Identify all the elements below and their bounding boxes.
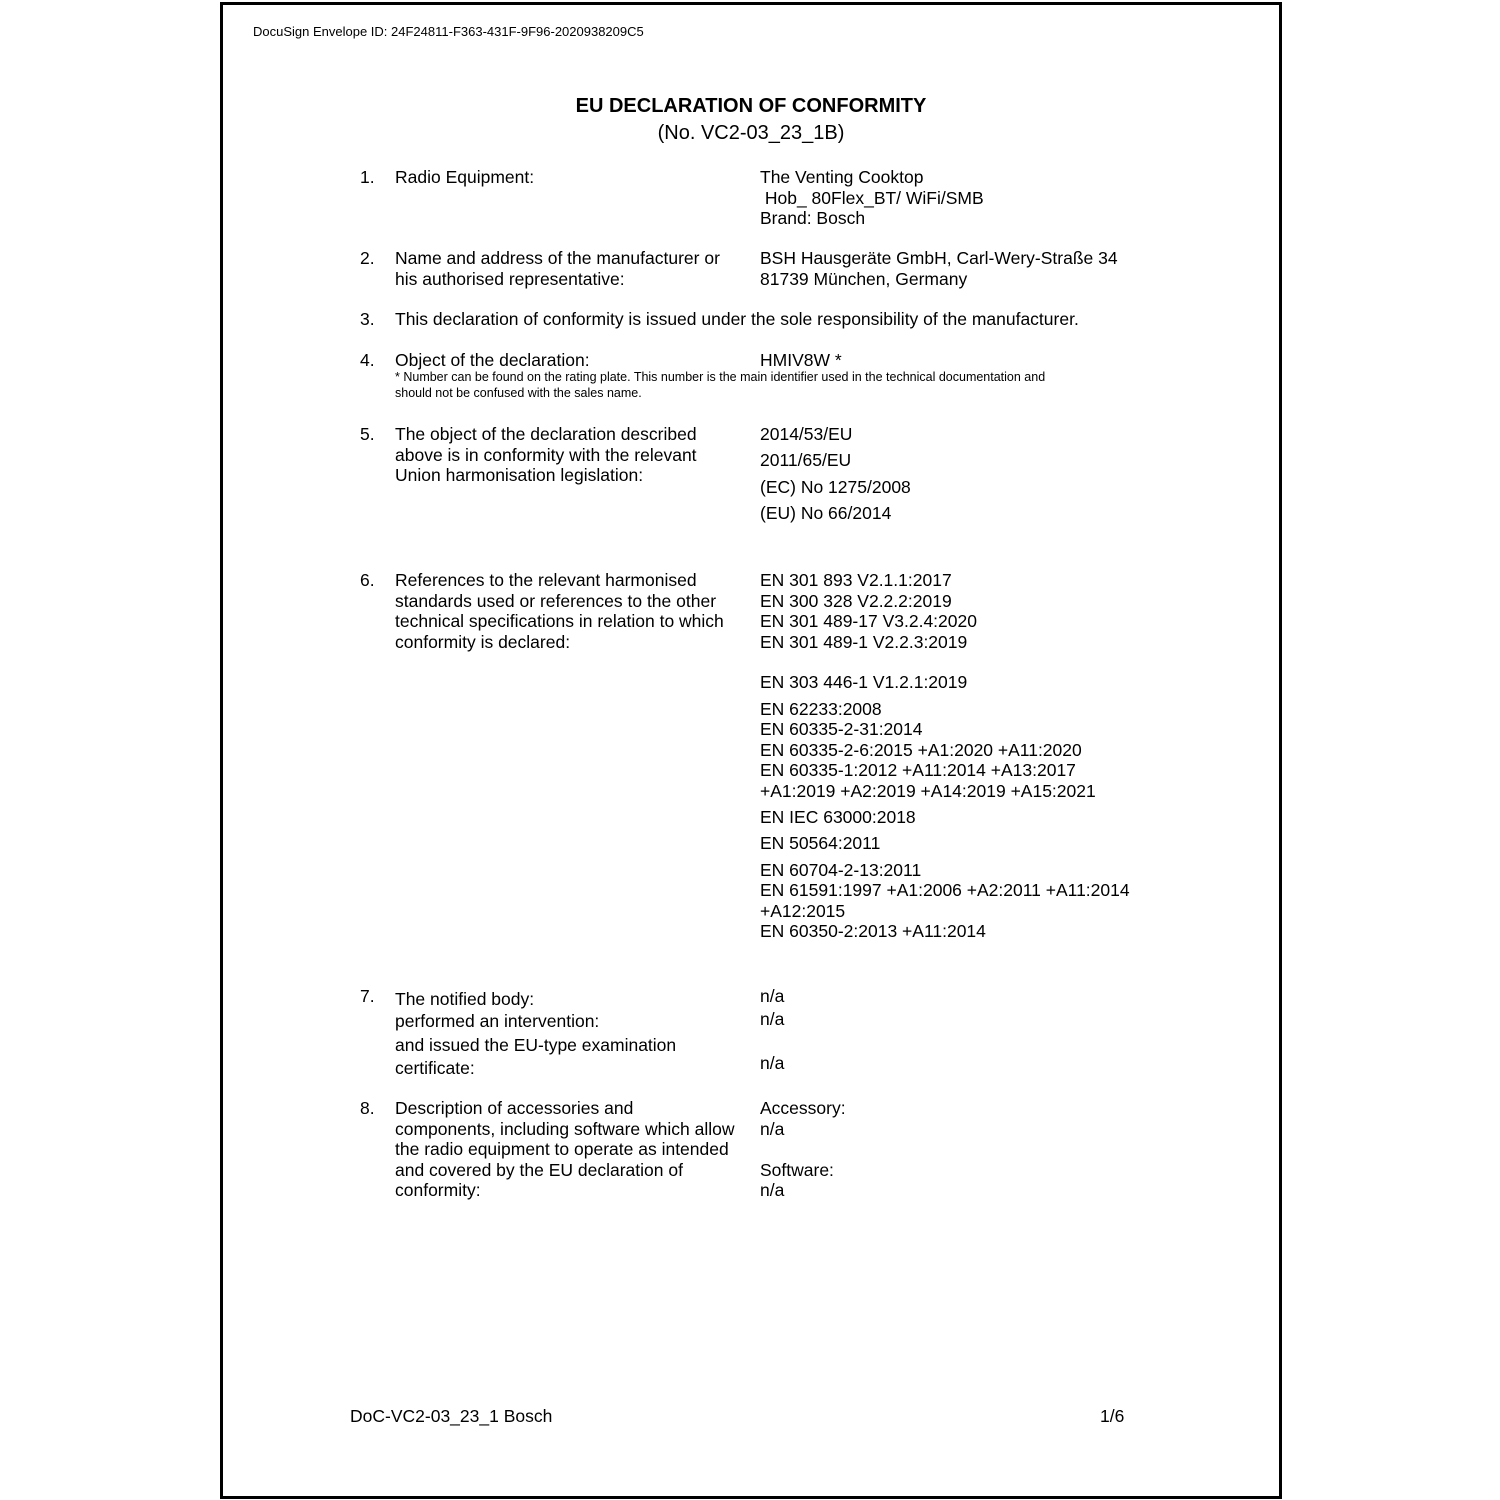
item-value: Accessory: — [760, 1098, 846, 1118]
item-value: The Venting Cooktop — [760, 167, 924, 187]
item-value: n/a — [760, 1118, 785, 1139]
item-label: Object of the declaration: — [395, 350, 590, 370]
item-number: 6. — [360, 570, 375, 590]
item-value: (EU) No 66/2014 — [760, 503, 892, 523]
standard-reference: EN IEC 63000:2018 — [760, 807, 916, 827]
item-value: Brand: Bosch — [760, 208, 866, 228]
item-label: conformity is declared: — [395, 631, 571, 652]
standard-reference: EN 301 489-17 V3.2.4:2020 — [760, 611, 977, 631]
item-note: should not be confused with the sales name. — [395, 386, 642, 400]
standard-reference: EN 60350-2:2013 +A11:2014 — [760, 921, 986, 941]
standard-reference: EN 60704-2-13:2011 — [760, 859, 922, 880]
standard-reference: EN 303 446-1 V1.2.1:2019 — [760, 672, 968, 692]
item-label: Description of accessories and — [395, 1098, 634, 1118]
item-label: References to the relevant harmonised — [395, 570, 697, 590]
item-note: * Number can be found on the rating plate. This number is the main identifier used in the technical documentation and — [395, 370, 1046, 384]
item-label: conformity: — [395, 1180, 481, 1200]
document-title: EU DECLARATION OF CONFORMITY — [575, 95, 927, 117]
standard-reference: EN 301 489-1 V2.2.3:2019 — [760, 631, 968, 652]
document-number: (No. VC2-03_23_1B) — [657, 122, 845, 144]
standard-reference: EN 60335-2-31:2014 — [760, 719, 923, 739]
item-value: HMIV8W * — [760, 350, 842, 370]
item-number: 5. — [360, 424, 375, 444]
item-label: performed an intervention: — [395, 1011, 600, 1031]
standard-reference: EN 62233:2008 — [760, 698, 882, 719]
envelope-id: DocuSign Envelope ID: 24F24811-F363-431F-9F96-2020938209C5 — [253, 24, 644, 39]
item-value: 81739 München, Germany — [760, 268, 968, 289]
item-value: 2011/65/EU — [760, 450, 852, 470]
item-label: Radio Equipment: — [395, 167, 535, 187]
item-number: 4. — [360, 350, 375, 370]
item-value: Software: — [760, 1159, 834, 1180]
item-number: 8. — [360, 1098, 375, 1118]
item-number: 7. — [360, 986, 375, 1006]
item-label: certificate: — [395, 1058, 475, 1078]
standard-reference: EN 50564:2011 — [760, 833, 881, 853]
item-value: n/a — [760, 1180, 785, 1200]
item-label: The object of the declaration described — [395, 424, 697, 444]
item-label: technical specifications in relation to which — [395, 611, 724, 631]
item-number: 1. — [360, 167, 375, 187]
standard-reference: +A1:2019 +A2:2019 +A14:2019 +A15:2021 — [760, 780, 1096, 801]
item-label: Name and address of the manufacturer or — [395, 248, 720, 268]
item-label: his authorised representative: — [395, 268, 625, 289]
item-value: n/a — [760, 1053, 785, 1073]
item-value: BSH Hausgeräte GmbH, Carl-Wery-Straße 34 — [760, 248, 1118, 268]
item-label: components, including software which allow — [395, 1118, 735, 1139]
item-value: (EC) No 1275/2008 — [760, 477, 911, 497]
item-label: standards used or references to the other — [395, 590, 717, 611]
item-number: 2. — [360, 248, 375, 268]
item-label: Union harmonisation legislation: — [395, 465, 644, 485]
standard-reference: EN 301 893 V2.1.1:2017 — [760, 570, 952, 590]
standard-reference: +A12:2015 — [760, 900, 846, 921]
standard-reference: EN 60335-2-6:2015 +A1:2020 +A11:2020 — [760, 739, 1082, 760]
standard-reference: EN 300 328 V2.2.2:2019 — [760, 590, 952, 611]
item-label: This declaration of conformity is issued under the sole responsibility of the manufacturer. — [395, 309, 1079, 329]
item-label: and covered by the EU declaration of — [395, 1159, 683, 1180]
item-value: n/a — [760, 986, 785, 1006]
item-value: Hob_ 80Flex_BT/ WiFi/SMB — [760, 187, 984, 208]
standard-reference: EN 61591:1997 +A1:2006 +A2:2011 +A11:2014 — [760, 880, 1130, 900]
item-value: 2014/53/EU — [760, 424, 853, 444]
item-number: 3. — [360, 309, 375, 329]
document-page — [220, 2, 1282, 1499]
item-label: The notified body: — [395, 989, 535, 1009]
item-label: above is in conformity with the relevant — [395, 444, 697, 465]
item-label: the radio equipment to operate as intended — [395, 1139, 729, 1159]
footer-document-reference: DoC-VC2-03_23_1 Bosch — [350, 1406, 553, 1426]
item-label: and issued the EU-type examination — [395, 1035, 677, 1055]
item-value: n/a — [760, 1009, 785, 1029]
standard-reference: EN 60335-1:2012 +A11:2014 +A13:2017 — [760, 760, 1076, 780]
footer-page-number: 1/6 — [1100, 1406, 1125, 1426]
